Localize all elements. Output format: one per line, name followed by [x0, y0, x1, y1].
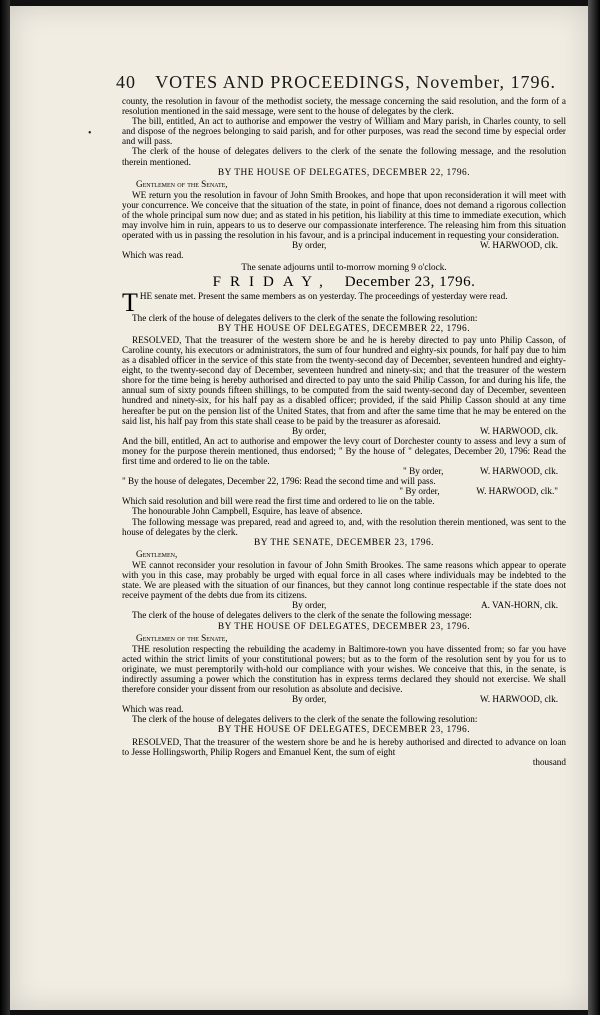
paragraph: The honourable John Campbell, Esquire, has leave of absence. — [132, 506, 363, 517]
document-body — [122, 96, 566, 767]
paragraph: THE resolution respecting the rebuilding the academy in Baltimore-town you have dissented from; so far you have acted within the strict limits of your constitutional powers; but as to the form of the resolution sent by you for us to originate, we must peremptorily with-hold our compliance with your wishes. We conceive that this, in the senate, is indirectly assuming a power which the constitution has in express terms declared they should not exercise. We shall therefore consider your dissent from our resolution as absolute and decisive. — [122, 643, 566, 695]
paragraph: Which was read. — [122, 704, 184, 715]
paragraph: The bill, entitled, An act to authorise and empower the vestry of William and Mary parish, in Charles county, to sell and dispose of the negroes belonging to said parish, and for other purposes, was read the second time by especial order and will pass. — [122, 116, 566, 147]
running-header — [116, 72, 576, 93]
adjournment-note: The senate adjourns until to-morrow morning 9 o'clock. — [241, 261, 447, 272]
signature-name: W. HARWOOD, clk. — [479, 694, 558, 705]
quoted-signature: " By order, W. HARWOOD, clk." — [399, 486, 558, 497]
paragraph: " By the house of delegates, December 22, 1796: Read the second time and will pass. — [122, 476, 436, 487]
day-name: FRIDAY, — [212, 273, 332, 290]
running-title: VOTES AND PROCEEDINGS, November, 1796. — [155, 72, 556, 92]
signature-by: By order, — [292, 600, 327, 611]
signature-line — [122, 426, 566, 436]
paragraph: RESOLVED, That the treasurer of the western shore be and he is hereby authorised and directed to advance on loan to Jesse Hollingsworth, Philip Rogers and Emanuel Kent, the sum of eight — [122, 736, 566, 757]
paragraph: Which said resolution and bill were read the first time and ordered to lie on the table. — [122, 496, 435, 507]
book-binding-shadow — [0, 0, 10, 1015]
salutation: Gentlemen, — [136, 548, 178, 559]
section-heading: BY THE HOUSE OF DELEGATES, DECEMBER 22, 1796. — [217, 167, 471, 178]
quoted-signature: " By order, W. HARWOOD, clk. — [403, 466, 558, 477]
catchword: thousand — [532, 756, 566, 767]
section-heading: BY THE HOUSE OF DELEGATES, DECEMBER 23, 1796. — [217, 725, 471, 736]
paragraph: WE cannot reconsider your resolution in favour of John Smith Brookes. The same reasons which appear to operate with you in this case, may probably be urged with equal force in all cases where individuals may be indebted to the state. We are pleased with the situation of our finances, but they cannot long continue respectable if the state does not receive payment of the debts due from its citizens. — [122, 559, 566, 601]
signature-name: A. VAN-HORN, clk. — [481, 600, 558, 611]
paragraph: The following message was prepared, read and agreed to, and, with the resolution therein mentioned, was sent to the house of delegates by the clerk. — [122, 516, 566, 537]
paragraph: The clerk of the house of delegates delivers to the clerk of the senate the following resolution: — [132, 312, 478, 323]
margin-mark-icon: • — [88, 128, 92, 139]
paragraph: Which was read. — [122, 250, 184, 261]
drop-cap: T — [122, 287, 138, 317]
paragraph: The clerk of the house of delegates delivers to the clerk of the senate the following resolution: — [132, 714, 478, 725]
section-heading: BY THE SENATE, DECEMBER 23, 1796. — [253, 537, 435, 548]
signature-by: By order, — [292, 694, 327, 705]
section-heading: BY THE HOUSE OF DELEGATES, DECEMBER 23, 1796. — [217, 621, 471, 632]
page-edge-shadow — [588, 0, 600, 1015]
day-date: December 23, 1796. — [344, 273, 476, 290]
paragraph: RESOLVED, That the treasurer of the western shore be and he is hereby directed to pay unto Philip Casson, of Caroline county, his executors or administrators, the sum of four hundred and eighty-six pounds, for half pay due to him as a disabled officer in the service of this state from the twenty-second day of December, seventeen hundred and eighty-eight, to the twenty-second day of December, seventeen hundred and ninety-six; and that the treasurer of the western shore for the time being is hereby authorised and directed to pay unto the said Philip Casson, for and during his life, the annual sum of sixty pounds fifteen shillings, to be computed from the said twenty-second day of December, seventeen hundred and ninety-six, for his half pay as a disabled officer; provided, if the said Philip Casson should at any time hereafter be put on the pension list of the United States, that from and after the same time that he may be entered on the said list, his half pay from this state shall cease to be paid by the treasurer as aforesaid. — [122, 334, 566, 426]
paragraph: WE return you the resolution in favour of John Smith Brookes, and hope that upon reconsideration it will meet with your concurrence. We conceive that the situation of the state, in point of finance, does not demand a rigorous collection of the whole principal sum now due; and as stated in his petition, his liability at this time to immediate execution, which may involve him in ruin, appears to us to deserve our compassionate interference. The releasing him from this situation operated with us in passing the resolution in his favour, and is a principal inducement in requesting your consideration. — [122, 189, 566, 241]
signature-name: W. HARWOOD, clk. — [479, 425, 558, 436]
signature-by: By order, — [292, 240, 327, 251]
paragraph: county, the resolution in favour of the methodist society, the message concerning the said resolution, and the form of a resolution mentioned in the said message, were sent to the house of delegates by the clerk. — [122, 96, 566, 117]
section-heading: BY THE HOUSE OF DELEGATES, DECEMBER 22, 1796. — [217, 323, 471, 334]
paragraph: HE senate met. Present the same members as on yesterday. The proceedings of yesterday were read. — [139, 290, 508, 301]
paragraph: And the bill, entitled, An act to authorise and empower the levy court of Dorchester county to assess and levy a sum of money for the purpose therein mentioned, thus endorsed; " By the house of " delegates, December 20, 1796: Read the first time and ordered to lie on the table. — [122, 435, 566, 466]
salutation: Gentlemen of the Senate, — [136, 632, 228, 643]
salutation: Gentlemen of the Senate, — [136, 178, 228, 189]
signature-line — [122, 694, 566, 704]
paragraph: The clerk of the house of delegates delivers to the clerk of the senate the following message: — [132, 610, 472, 621]
signature-by: By order, — [292, 425, 327, 436]
signature-line — [122, 600, 566, 610]
day-heading — [122, 273, 566, 290]
signature-line — [122, 240, 566, 250]
signature-name: W. HARWOOD, clk. — [479, 240, 558, 251]
paragraph: The clerk of the house of delegates delivers to the clerk of the senate the following message, and the resolution therein mentioned. — [122, 146, 566, 167]
page-number: 40 — [116, 72, 136, 92]
